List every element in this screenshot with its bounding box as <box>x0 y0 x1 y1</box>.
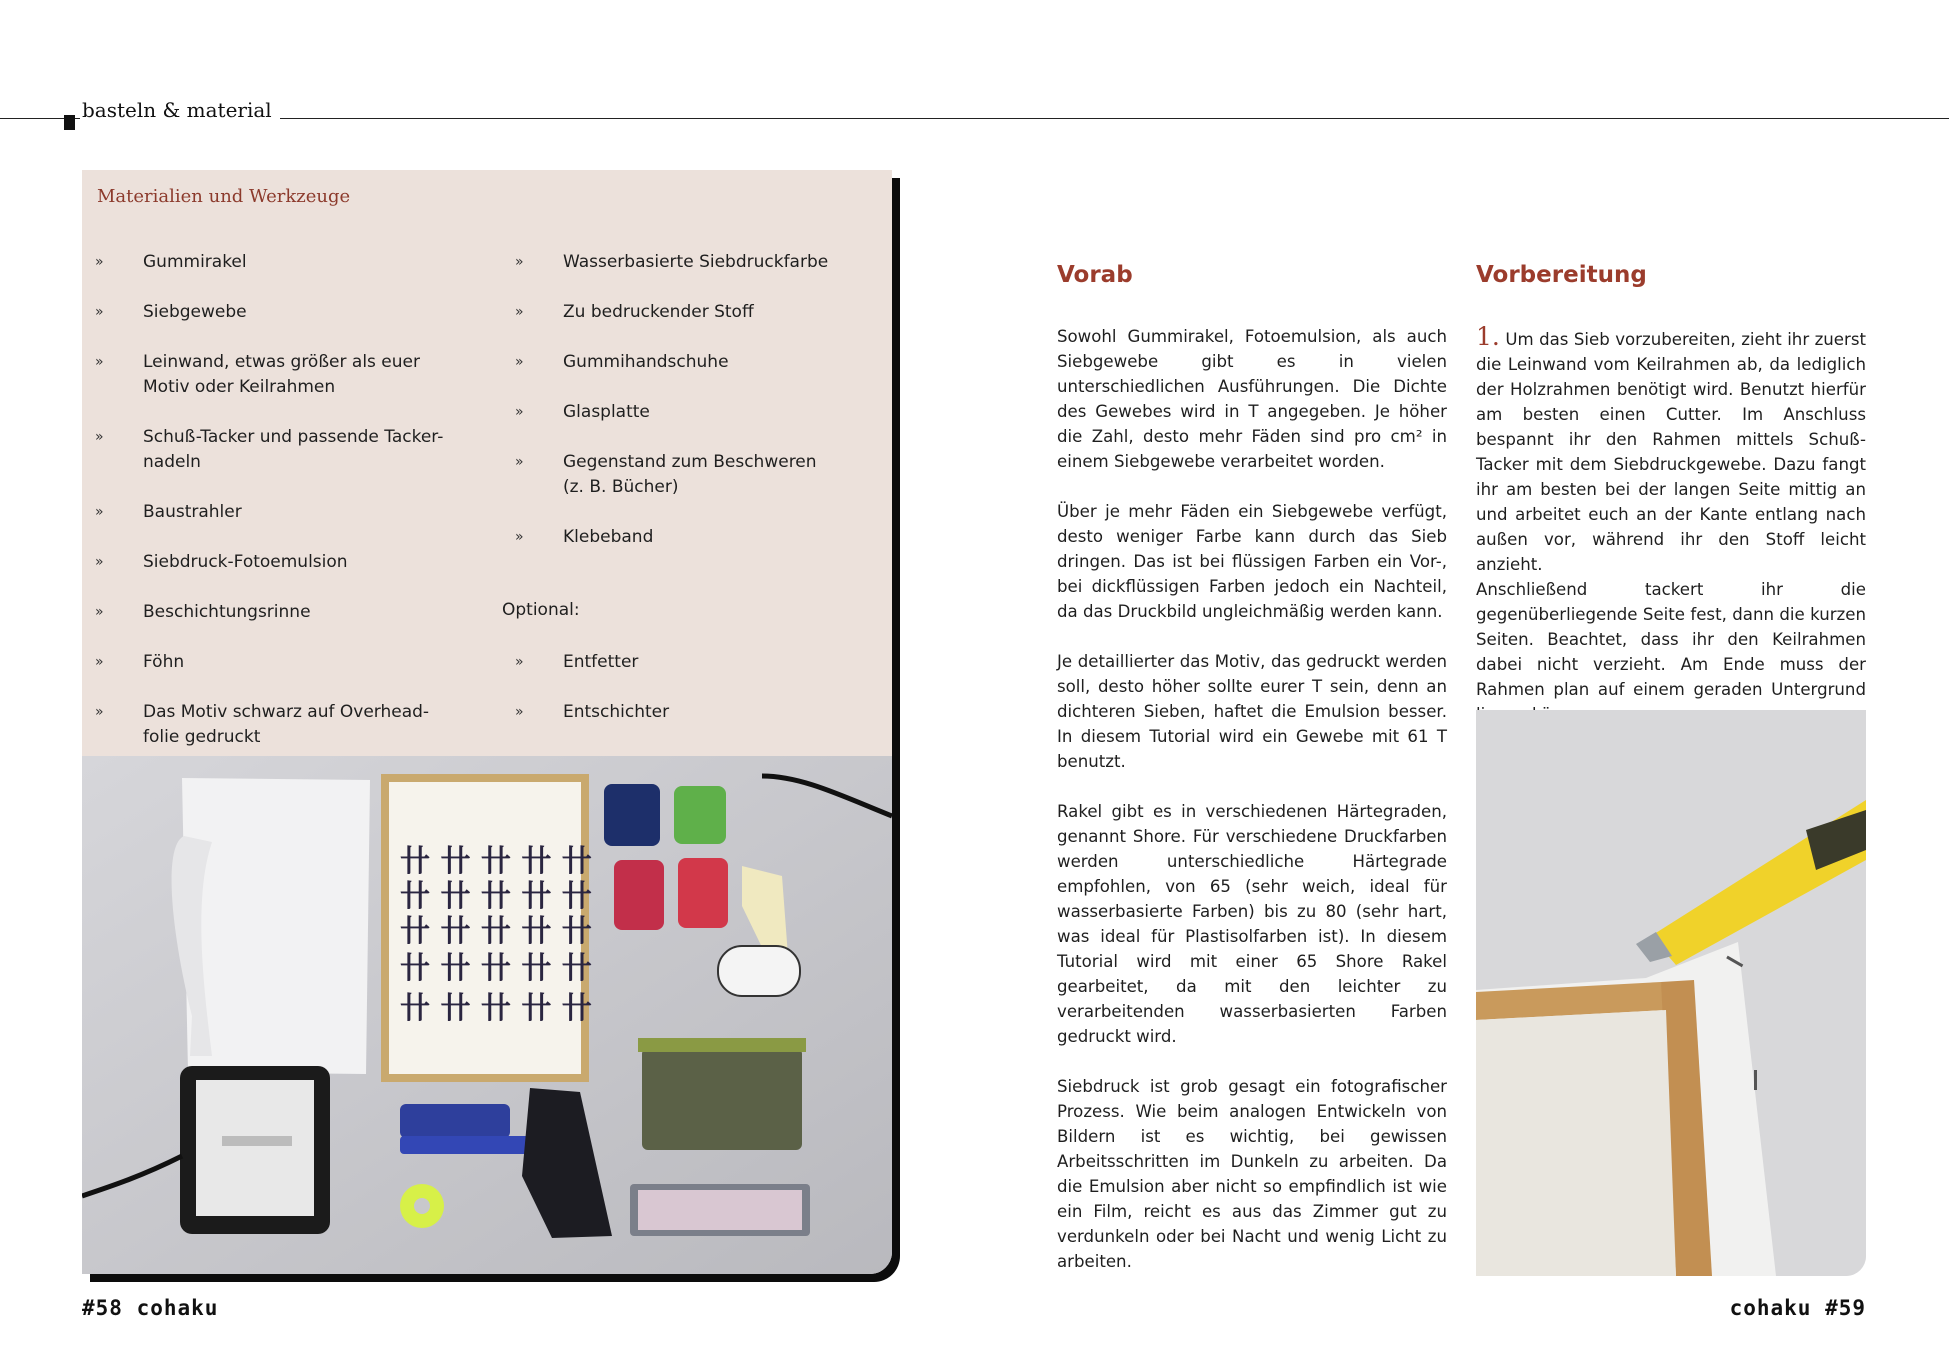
frame-cutter-photo-drawing <box>1476 710 1866 1276</box>
optional-list <box>502 650 892 750</box>
vorab-paragraph: Siebdruck ist grob gesagt ein fotografischer Prozess. Wie beim analogen Entwickeln von Bildern ist es wichtig, bei gewissen Arbeitsschritten im Dunkeln zu arbeiten. Da die Emulsion aber nicht so empfindlich ist wie ein Film, reicht es aus das Zimmer gut zu verdunkeln oder bei Nacht und wenig Licht zu arbeiten. <box>1057 1077 1447 1271</box>
section-title: basteln & material <box>80 98 280 122</box>
svg-text:卄 卄 卄 卄 卄: 卄 卄 卄 卄 卄 <box>400 951 592 986</box>
bullet-icon: » <box>95 604 104 620</box>
material-label: Leinwand, etwas größer als euer Motiv oder Keilrahmen <box>143 352 420 397</box>
material-label: Beschichtungsrinne <box>143 602 311 622</box>
material-item <box>82 550 502 575</box>
material-label: Föhn <box>143 652 185 672</box>
step-number: 1. <box>1476 322 1500 351</box>
folio-right: cohaku #59 <box>1729 1296 1866 1320</box>
material-label: Glasplatte <box>563 402 650 422</box>
material-label: Entschichter <box>563 702 670 722</box>
bullet-icon: » <box>95 354 104 370</box>
bullet-icon: » <box>95 254 104 270</box>
material-label: Zu bedruckender Stoff <box>563 302 754 322</box>
bullet-icon: » <box>515 354 524 370</box>
material-item <box>82 700 502 750</box>
header-rule <box>0 118 1949 119</box>
bullet-icon: » <box>95 429 104 445</box>
material-item <box>82 500 502 525</box>
bullet-icon: » <box>95 704 104 720</box>
material-item <box>502 700 892 725</box>
materials-photo-drawing <box>82 756 892 1274</box>
material-item <box>502 300 892 325</box>
material-item <box>502 250 892 275</box>
material-item <box>82 650 502 675</box>
material-label: Entfetter <box>563 652 639 672</box>
material-label: Siebdruck-Fotoemulsion <box>143 552 348 572</box>
materials-list-right <box>502 250 892 575</box>
material-item <box>502 400 892 425</box>
svg-text:卄 卄 卄 卄 卄: 卄 卄 卄 卄 卄 <box>400 914 592 949</box>
bullet-icon: » <box>515 454 524 470</box>
material-label: Gummihandschuhe <box>563 352 729 372</box>
bullet-icon: » <box>95 554 104 570</box>
optional-label: Optional: <box>502 600 580 620</box>
vorab-heading: Vorab <box>1057 262 1133 288</box>
materials-box <box>82 170 892 1274</box>
bullet-icon: » <box>515 254 524 270</box>
vorbereitung-heading: Vorbereitung <box>1476 262 1647 288</box>
material-item <box>502 650 892 675</box>
step-1-continued: Anschließend tackert ihr die gegenüberliegende Seite fest, dann die kurzen Seiten. Beachtet, dass ihr den Keilrahmen dabei nicht verzieht. Am Ende muss der Rahmen plan auf einem geraden Untergrund <box>1476 580 1866 699</box>
bullet-icon: » <box>515 529 524 545</box>
bullet-icon: » <box>95 654 104 670</box>
material-item <box>82 300 502 325</box>
vorab-paragraph: Über je mehr Fäden ein Siebgewebe verfügt, desto weniger Farbe kann durch das Sieb dringen. Das ist bei flüssigen Farben ein Vor-, bei dickflüssigen Farben jedoch ein Nachteil, da das Druckbild ungleichmäßig werden kann. <box>1057 502 1447 621</box>
material-item <box>502 450 892 500</box>
materials-photo <box>82 756 892 1274</box>
svg-text:卄 卄 卄 卄 卄: 卄 卄 卄 卄 卄 <box>400 991 592 1026</box>
vorab-column <box>1057 324 1447 1299</box>
bullet-icon: » <box>515 654 524 670</box>
frame-cutter-photo <box>1476 710 1866 1276</box>
step-1-text: Um das Sieb vorzubereiten, zieht ihr zuerst die Leinwand vom Keilrahmen ab, da lediglich der Holzrahmen benötigt wird. Benutzt hierfür am besten einen Cutter. Im Anschluss bespannt ihr den Rahmen mittels Schuß-Tacker mit dem Siebdruckgewebe. Dazu fangt ihr am besten bei der langen Seite mittig an und arbeitet euch an der Kante entlang nach außen vor, während ihr den Stoff leicht anzieht. <box>1476 330 1866 574</box>
materials-list-left <box>82 250 502 775</box>
folio-left: #58 cohaku <box>82 1296 219 1320</box>
material-item <box>82 350 502 400</box>
vorab-paragraph: Rakel gibt es in verschiedenen Härtegraden, genannt Shore. Für verschiedene Druckfarben werden unterschiedliche Härtegrade empfohlen, von 65 (sehr weich, ideal für wasserbasierte Farben) bis zu 80 (sehr hart, was ideal für Plastisolfarben ist). In diesem Tutorial wird mit einer 65 Shore Rakel gearbeitet, da mit den leichter zu verarbeitenden wasserbasierten Farben gedruckt wird. <box>1057 802 1447 1046</box>
material-label: Baustrahler <box>143 502 242 522</box>
vorbereitung-column <box>1476 324 1866 727</box>
material-item <box>82 250 502 275</box>
svg-text:卄 卄 卄 卄 卄: 卄 卄 卄 卄 卄 <box>400 844 592 879</box>
material-item <box>502 350 892 375</box>
material-item <box>82 600 502 625</box>
bullet-icon: » <box>515 404 524 420</box>
bullet-icon: » <box>515 704 524 720</box>
material-label: Wasserbasierte Siebdruckfarbe <box>563 252 829 272</box>
bullet-icon: » <box>95 304 104 320</box>
material-label: Gummirakel <box>143 252 247 272</box>
vorab-paragraph: Je detaillierter das Motiv, das gedruckt werden soll, desto höher sollte eurer T sein, denn an dichteren Sieben, haftet die Emulsion besser. In diesem Tutorial wird ein Gewebe mit 61 T benutzt. <box>1057 652 1447 771</box>
materials-title: Materialien und Werkzeuge <box>97 186 351 207</box>
header-marker <box>64 115 75 130</box>
material-label: Schuß-Tacker und passende Tacker- nadeln <box>143 427 444 472</box>
material-item <box>502 525 892 550</box>
bullet-icon: » <box>95 504 104 520</box>
material-item <box>82 425 502 475</box>
material-label: Klebeband <box>563 527 654 547</box>
material-label: Gegenstand zum Beschweren (z. B. Bücher) <box>563 452 817 497</box>
bullet-icon: » <box>515 304 524 320</box>
material-label: Siebgewebe <box>143 302 247 322</box>
vorab-paragraph: Sowohl Gummirakel, Fotoemulsion, als auch Siebgewebe gibt es in vielen unterschiedlichen Ausführungen. Die Dichte des Gewebes wird in T angegeben. Je höher die Zahl, desto mehr Fäden sind pro cm² in einem Siebgewebe verarbeitet worden. <box>1057 327 1447 471</box>
material-label: Das Motiv schwarz auf Overhead- folie gedruckt <box>143 702 430 747</box>
svg-text:卄 卄 卄 卄 卄: 卄 卄 卄 卄 卄 <box>400 879 592 914</box>
